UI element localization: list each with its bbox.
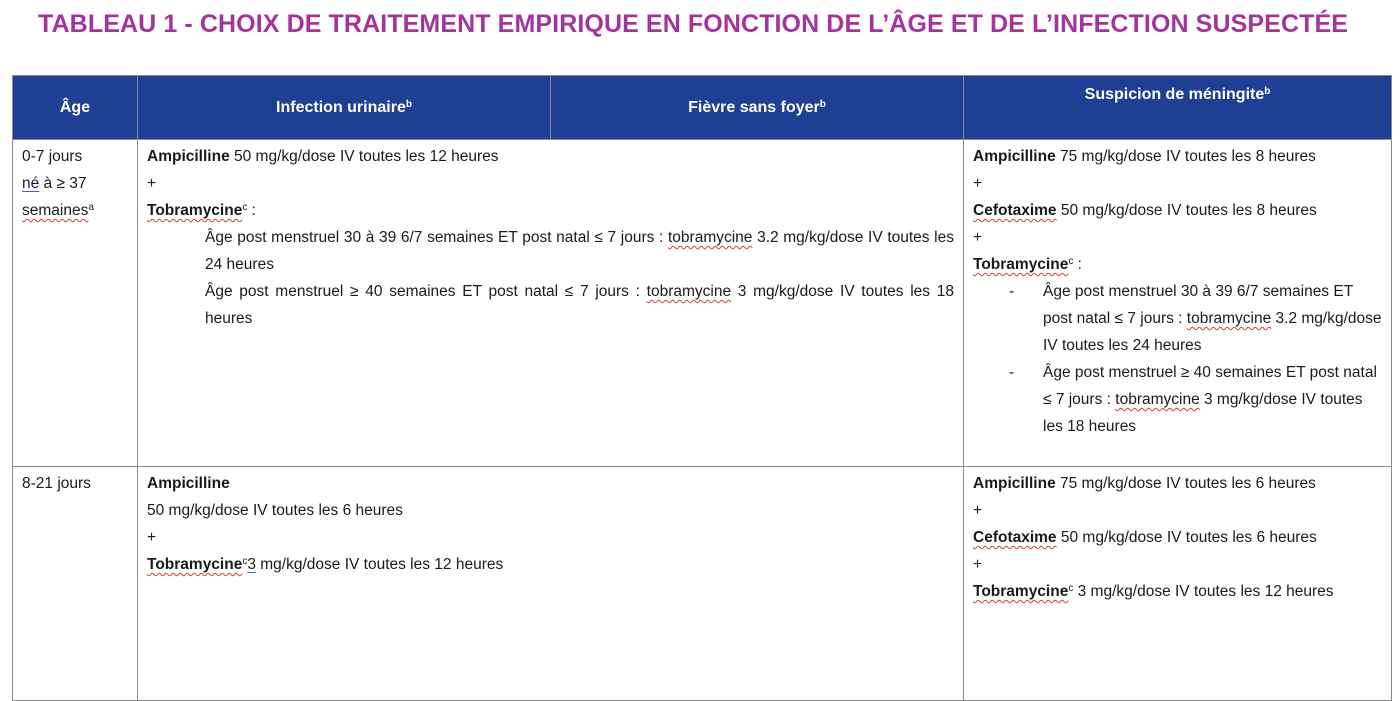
tobramycine-dose-list [973, 278, 1382, 440]
table-header-row [13, 76, 1392, 140]
table-row [13, 140, 1392, 467]
urinary-fever-treatment-cell: Ampicilline 50 mg/kg/dose IV toutes les 6 heures + Tobramycine$^c$3 mg/kg/dose IV toutes les 12 heures [138, 467, 964, 701]
meningitis-treatment-cell: Ampicilline 75 mg/kg/dose IV toutes les 6 heures + Cefotaxime 50 mg/kg/dose IV toutes les 6 heures + Tobramycine$^c$ 3 mg/kg/dose IV toutes les 12 heures [964, 467, 1392, 701]
header-urinary-infection: Infection urinaire$^b$ [138, 76, 551, 140]
header-age: Âge [13, 76, 138, 140]
treatment-table [12, 75, 1392, 701]
table-row [13, 467, 1392, 701]
list-item: - Âge post menstruel ≥ 40 semaines ET post natal ≤ 7 jours : tobramycine 3 mg/kg/dose IV toutes les 18 heures [973, 359, 1382, 440]
header-fever-no-source: Fièvre sans foyer$^b$ [551, 76, 964, 140]
page-title: TABLEAU 1 - CHOIX DE TRAITEMENT EMPIRIQUE EN FONCTION DE L’ÂGE ET DE L’INFECTION SUSPECTÉE [38, 10, 1349, 38]
age-cell: 0-7 jours né à ≥ 37 semaines$^a$ [13, 140, 138, 467]
meningitis-treatment-cell: Ampicilline 75 mg/kg/dose IV toutes les 8 heures + Cefotaxime 50 mg/kg/dose IV toutes les 8 heures + Tobramycine$^c$ : - Âge post menstruel 30 à 39 6/7 semaines ET post natal ≤ 7 jours : tobramycine 3.2 mg/kg/dose IV toutes les 24 heures - Âge post menstruel ≥ 40 semaines ET post natal ≤ 7 jours : tobramycine 3 mg/kg/dose IV toutes les 18 heures [964, 140, 1392, 467]
urinary-fever-treatment-cell: Ampicilline 50 mg/kg/dose IV toutes les 12 heures + Tobramycine$^c$ : Âge post menstruel 30 à 39 6/7 semaines ET post natal ≤ 7 jours : tobramycine 3.2 mg/kg/dose IV toutes les 24 heures Âge post menstruel ≥ 40 semaines ET post natal ≤ 7 jours : tobramycine 3 mg/kg/dose IV toutes les 18 heures [138, 140, 964, 467]
age-cell: 8-21 jours [13, 467, 138, 701]
header-meningitis: Suspicion de méningite$^b$ [964, 76, 1392, 140]
list-item: - Âge post menstruel 30 à 39 6/7 semaines ET post natal ≤ 7 jours : tobramycine 3.2 mg/kg/dose IV toutes les 24 heures [973, 278, 1382, 359]
